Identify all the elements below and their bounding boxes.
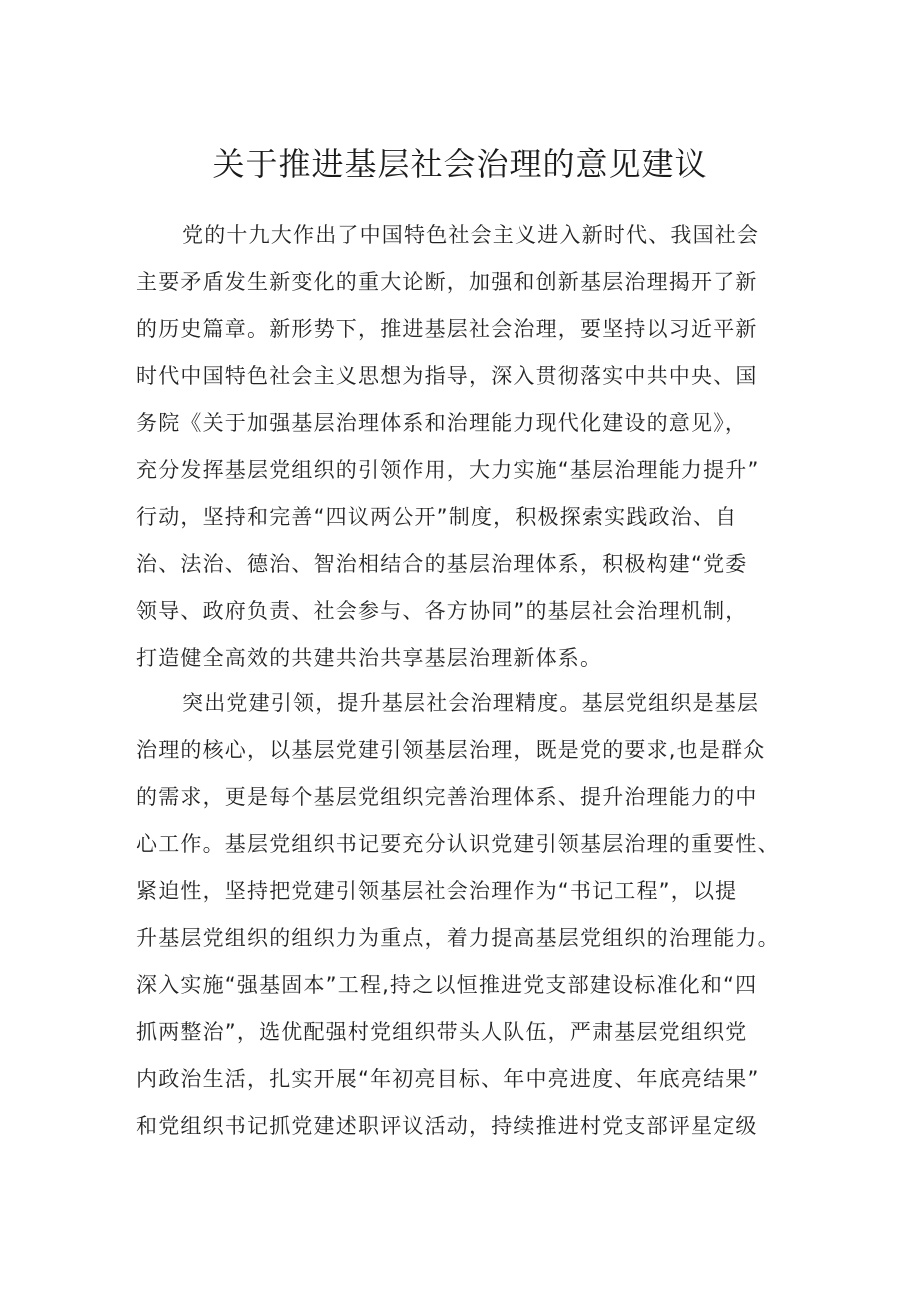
paragraph-line: 心工作。基层党组织书记要充分认识党建引领基层治理的重要性、 [136, 832, 780, 856]
paragraph-line: 领导、政府负责、社会参与、各方协同”的基层社会治理机制， [136, 599, 748, 623]
paragraph-line: 治、法治、德治、智治相结合的基层治理体系，积极构建“党委 [136, 552, 748, 576]
paragraph-line: 突出党建引领，提升基层社会治理精度。基层党组织是基层 [182, 691, 760, 715]
paragraph-line: 升基层党组织的组织力为重点，着力提高基层党组织的治理能力。 [136, 926, 780, 950]
paragraph-line: 行动，坚持和完善“四议两公开”制度，积极探索实践政治、自 [136, 505, 738, 529]
paragraph-line: 党的十九大作出了中国特色社会主义进入新时代、我国社会 [182, 223, 760, 247]
paragraph-line: 的需求，更是每个基层党组织完善治理体系、提升治理能力的中 [136, 785, 758, 809]
paragraph-line: 主要矛盾发生新变化的重大论断，加强和创新基层治理揭开了新 [136, 270, 758, 294]
paragraph-line: 和党组织书记抓党建述职评议活动，持续推进村党支部评星定级 [136, 1114, 758, 1138]
paragraph-line: 抓两整治”，选优配强村党组织带头人队伍，严肃基层党组织党 [136, 1020, 748, 1044]
paragraph-party-leadership-intro [136, 212, 796, 682]
paragraph-line: 打造健全高效的共建共治共享基层治理新体系。 [136, 646, 603, 670]
paragraph-line: 时代中国特色社会主义思想为指导，深入贯彻落实中共中央、国 [136, 364, 758, 388]
paragraph-party-building-precision [136, 680, 796, 1150]
paragraph-line: 治理的核心，以基层党建引领基层治理，既是党的要求,也是群众 [136, 738, 766, 762]
paragraph-line: 的历史篇章。新形势下，推进基层社会治理，要坚持以习近平新 [136, 317, 758, 341]
paragraph-line: 务院《关于加强基层治理体系和治理能力现代化建设的意见》， [136, 411, 748, 435]
paragraph-line: 内政治生活，扎实开展“年初亮目标、年中亮进度、年底亮结果” [136, 1067, 760, 1091]
document-title: 关于推进基层社会治理的意见建议 [212, 145, 708, 183]
paragraph-line: 充分发挥基层党组织的引领作用，大力实施“基层治理能力提升” [136, 458, 760, 482]
paragraph-line: 深入实施“强基固本”工程,持之以恒推进党支部建设标准化和“四 [136, 973, 758, 997]
paragraph-line: 紧迫性，坚持把党建引领基层社会治理作为“书记工程”，以提 [136, 879, 738, 903]
